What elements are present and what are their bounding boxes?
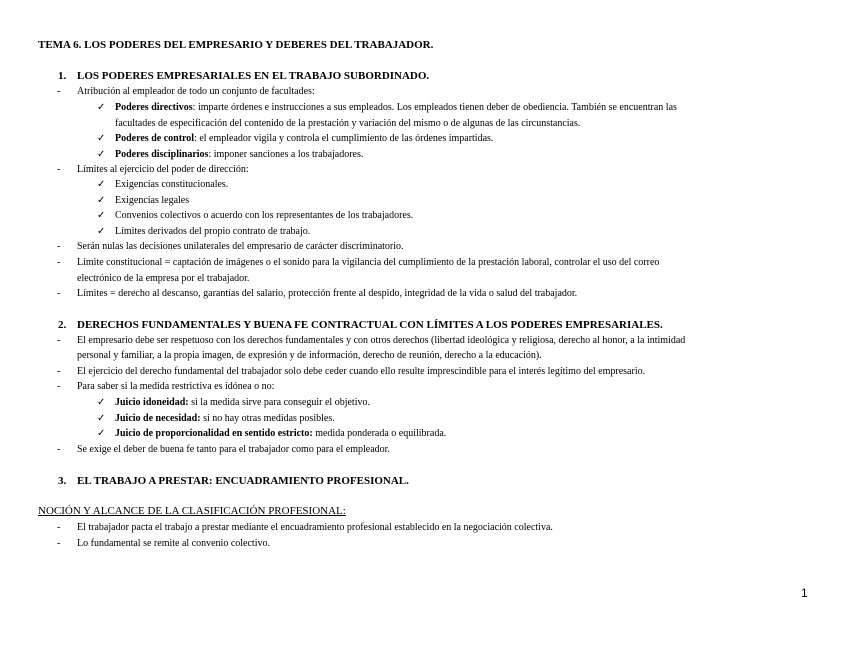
dash-marker: - (57, 164, 61, 175)
term-bold: Juicio idoneidad: (115, 397, 189, 408)
s1-check-directivos: Poderes directivos: imparte órdenes e instrucciones a sus empleados. Los empleados tienen deber de obediencia. También se encuentran las (115, 102, 677, 113)
s1-limit-3: Convenios colectivos o acuerdo con los representantes de los trabajadores. (115, 210, 414, 221)
dash-marker: - (57, 257, 61, 268)
dash-marker: - (57, 444, 61, 455)
s1-check-disciplinarios: Poderes disciplinarios: imponer sanciones a los trabajadores. (115, 149, 364, 160)
section-3-number: 3. (58, 475, 67, 487)
check-icon: ✓ (97, 195, 106, 206)
section-3-heading (58, 475, 409, 487)
check-icon: ✓ (97, 179, 106, 190)
dash-marker: - (57, 86, 61, 97)
s1-limit-2: Exigencias legales (115, 195, 190, 206)
check-icon: ✓ (97, 397, 106, 408)
s1-check-directivos-cont: facultades de especificación del contenido de la prestación y variación del mismo o de algunas de las circunstancias. (115, 118, 581, 129)
check-icon: ✓ (97, 413, 106, 424)
s1-bullet-4-cont: electrónico de la empresa por el trabajador. (77, 273, 250, 284)
dash-marker: - (57, 335, 61, 346)
s1-check-control: Poderes de control: el empleador vigila y controla el cumplimiento de las órdenes impartidas. (115, 133, 494, 144)
s1-bullet-1: Atribución al empleador de todo un conjunto de facultades: (77, 86, 315, 97)
section-1-heading (58, 70, 430, 82)
check-icon: ✓ (97, 226, 106, 237)
s3-bullet-2: Lo fundamental se remite al convenio colectivo. (77, 538, 270, 549)
s1-bullet-5: Límites = derecho al descanso, garantías del salario, protección frente al despido, integridad de la vida o salud del trabajador. (77, 288, 578, 299)
term-bold: Poderes disciplinarios (115, 149, 209, 160)
s2-juicio-idoneidad: Juicio idoneidad: si la medida sirve para conseguir el objetivo. (115, 397, 370, 408)
term-bold: Juicio de necesidad: (115, 413, 201, 424)
s2-bullet-1-cont: personal y familiar, a la propia imagen, de expresión y de información, derecho de reunión, derecho a la educación). (77, 350, 542, 361)
dash-marker: - (57, 538, 61, 549)
dash-marker: - (57, 366, 61, 377)
section-2-title: DERECHOS FUNDAMENTALES Y BUENA FE CONTRACTUAL CON LÍMITES A LOS PODERES EMPRESARIALES. (77, 319, 663, 331)
check-icon: ✓ (97, 149, 106, 160)
s2-juicio-necesidad: Juicio de necesidad: si no hay otras medidas posibles. (115, 413, 335, 424)
dash-marker: - (57, 288, 61, 299)
dash-marker: - (57, 241, 61, 252)
section-3-subtitle: NOCIÓN Y ALCANCE DE LA CLASIFICACIÓN PROFESIONAL: (38, 505, 346, 517)
s1-limit-4: Límites derivados del propio contrato de trabajo. (115, 226, 311, 237)
term-bold: Poderes directivos (115, 102, 193, 113)
s1-bullet-3: Serán nulas las decisiones unilaterales del empresario de carácter discriminatorio. (77, 241, 404, 252)
check-icon: ✓ (97, 102, 106, 113)
s2-juicio-proporcionalidad: Juicio de proporcionalidad en sentido estricto: medida ponderada o equilibrada. (115, 428, 447, 439)
term-bold: Poderes de control (115, 133, 195, 144)
section-1-title: LOS PODERES EMPRESARIALES EN EL TRABAJO SUBORDINADO. (77, 70, 430, 82)
s3-bullet-1: El trabajador pacta el trabajo a prestar mediante el encuadramiento profesional establecido en la negociación colectiva. (77, 522, 553, 533)
section-3-title: EL TRABAJO A PRESTAR: ENCUADRAMIENTO PROFESIONAL. (77, 475, 409, 487)
s2-bullet-3: Para saber si la medida restrictiva es idónea o no: (77, 381, 275, 392)
check-icon: ✓ (97, 428, 106, 439)
section-1-number: 1. (58, 70, 67, 82)
section-2-number: 2. (58, 319, 67, 331)
s2-bullet-2: El ejercicio del derecho fundamental del trabajador solo debe ceder cuando ello resulte imprescindible para el interés legítimo del empresario. (77, 366, 646, 377)
s1-bullet-4: Límite constitucional = captación de imágenes o el sonido para la vigilancia del cumplimiento de la prestación laboral, controlar el uso del correo (77, 257, 660, 268)
section-2-heading (58, 319, 663, 331)
document-title: TEMA 6. LOS PODERES DEL EMPRESARIO Y DEBERES DEL TRABAJADOR. (38, 39, 434, 51)
dash-marker: - (57, 381, 61, 392)
s2-bullet-1: El empresario debe ser respetuoso con los derechos fundamentales y con otros derechos (libertad ideológica y religiosa, derecho al honor, a la intimidad (77, 335, 686, 346)
term-bold: Juicio de proporcionalidad en sentido estricto: (115, 428, 313, 439)
s2-bullet-4: Se exige el deber de buena fe tanto para el trabajador como para el empleador. (77, 444, 390, 455)
dash-marker: - (57, 522, 61, 533)
s1-limit-1: Exigencias constitucionales. (115, 179, 229, 190)
page-number: 1 (801, 586, 808, 600)
check-icon: ✓ (97, 210, 106, 221)
check-icon: ✓ (97, 133, 106, 144)
s1-bullet-2: Límites al ejercicio del poder de dirección: (77, 164, 249, 175)
